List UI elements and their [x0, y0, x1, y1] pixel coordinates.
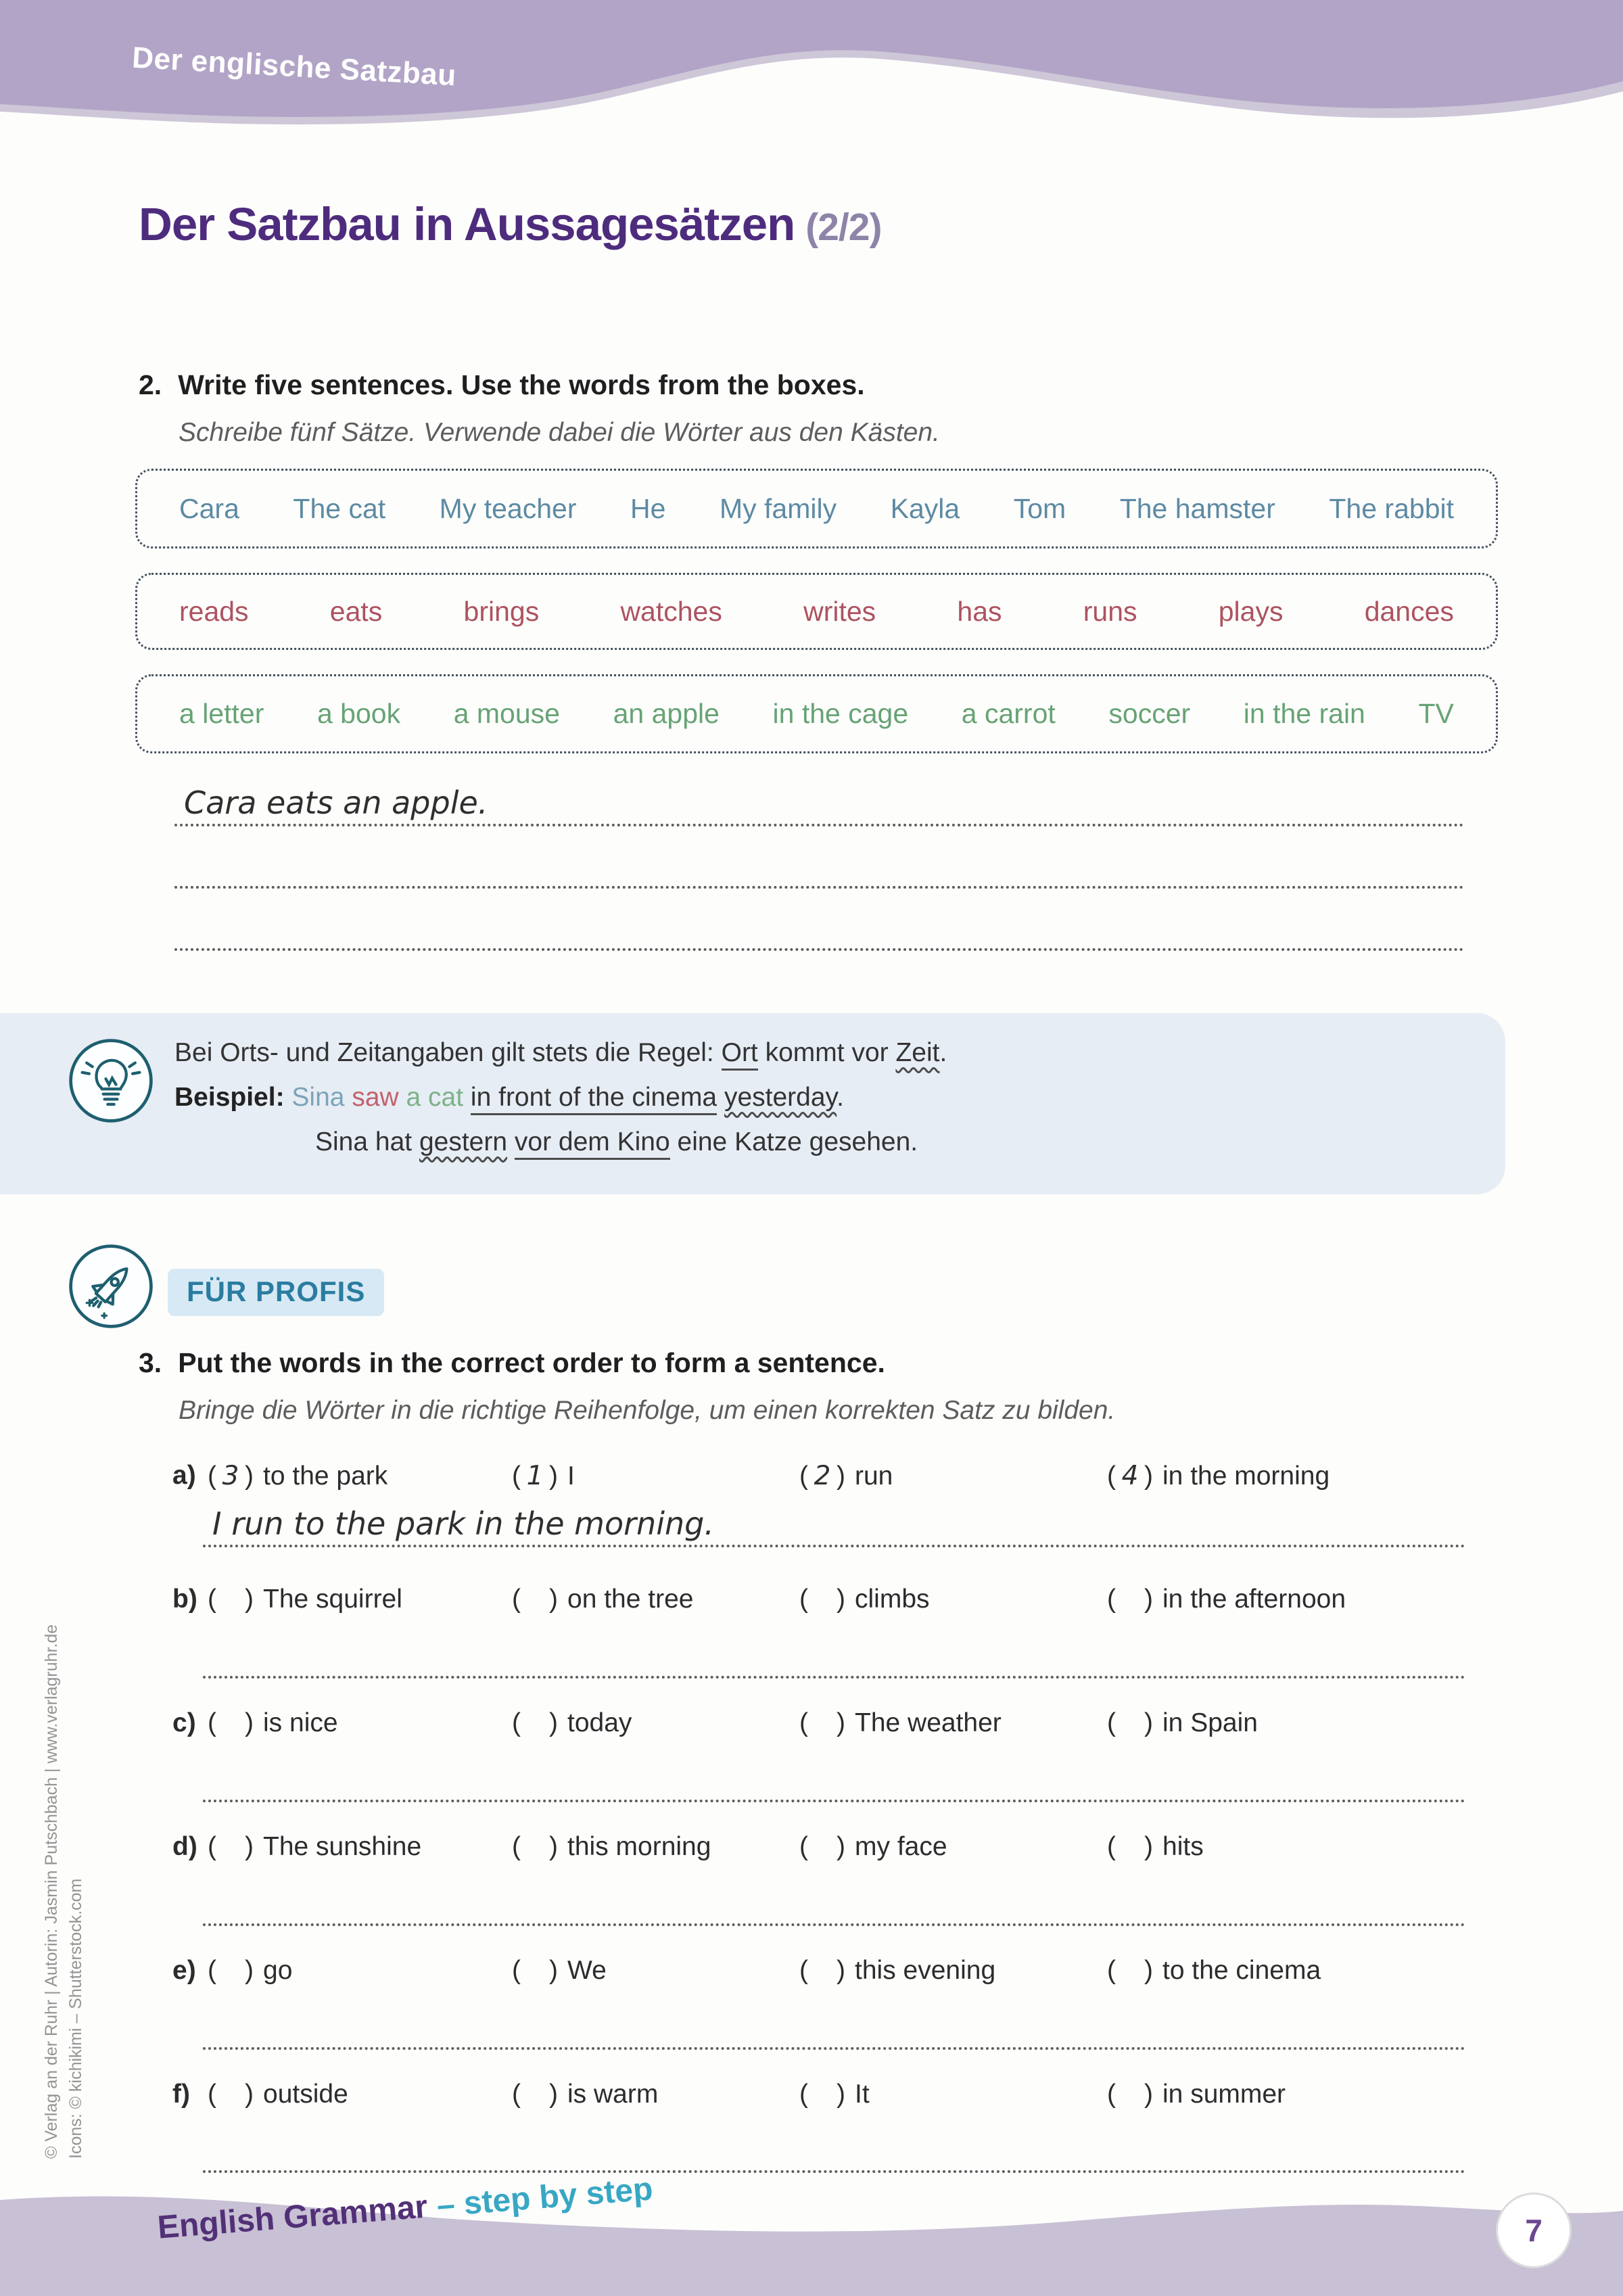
row-label: e): [172, 1956, 196, 1985]
word-chunk: in Spain: [1162, 1708, 1258, 1737]
order-number-slot[interactable]: [512, 1832, 558, 1862]
subject-word: He: [630, 492, 666, 524]
handwritten-answer: [174, 883, 184, 886]
object-colored-word: a cat: [406, 1083, 464, 1112]
subject-word: The hamster: [1119, 492, 1275, 524]
exercise3-answer-line-e[interactable]: [203, 2015, 1465, 2050]
exercise3-row-b: [172, 1585, 1498, 1614]
rocket-icon: [66, 1242, 156, 1331]
exercise3-row-e: [172, 1956, 1498, 1986]
tip-text: [174, 1031, 947, 1165]
order-number-slot[interactable]: [208, 2080, 254, 2109]
order-number-slot[interactable]: [799, 1832, 845, 1862]
copyright-line: © Verlag an der Ruhr | Autorin: Jasmin Putschbach | www.verlagruhr.de: [42, 1624, 61, 2159]
verb-word: runs: [1083, 595, 1137, 627]
handwritten-answer: [174, 945, 184, 948]
object-word: a book: [316, 698, 401, 729]
word-box-verbs: [135, 573, 1498, 650]
order-number-slot[interactable]: [799, 1956, 845, 1986]
order-number-slot[interactable]: [208, 1832, 254, 1862]
verb-word: reads: [179, 595, 249, 627]
page-number-badge: [1496, 2193, 1572, 2268]
word-chunk: my face: [855, 1832, 947, 1861]
page-title-main: Der Satzbau in Aussagesätzen: [139, 198, 795, 250]
word-box-subjects: [135, 469, 1498, 548]
verb-word: has: [957, 595, 1002, 627]
word-chunk: The squirrel: [263, 1585, 402, 1614]
word-chunk: climbs: [855, 1585, 930, 1614]
order-number-slot[interactable]: [799, 1585, 845, 1614]
example-label: Beispiel:: [174, 1083, 285, 1112]
object-word: a mouse: [453, 698, 560, 729]
lightbulb-icon: [66, 1036, 156, 1125]
underlined-phrase: in front of the cinema: [471, 1083, 717, 1115]
order-number-slot[interactable]: [1107, 1832, 1153, 1862]
copyright-sidebar: [39, 1624, 88, 2159]
order-number-slot[interactable]: [512, 1956, 558, 1986]
subject-colored-word: Sina: [291, 1083, 345, 1112]
exercise3-answer-line-f[interactable]: [203, 2138, 1465, 2173]
order-number-slot[interactable]: [799, 2080, 845, 2109]
word-chunk: is warm: [567, 2080, 659, 2109]
order-number-slot[interactable]: ( 2 ): [799, 1461, 845, 1491]
word-chunk: It: [855, 2080, 870, 2109]
page-title: [139, 197, 881, 251]
exercise3-answer-line-c[interactable]: [203, 1767, 1465, 1802]
series-brand-name: English Grammar: [156, 2188, 429, 2246]
word-chunk: to the park: [263, 1461, 388, 1491]
verb-word: brings: [463, 595, 540, 627]
page-number: 7: [1525, 2213, 1543, 2248]
wavy-underlined-word: gestern: [419, 1127, 508, 1156]
object-word: a carrot: [961, 698, 1056, 729]
word-chunk: in the morning: [1162, 1461, 1330, 1491]
handwritten-answer: [203, 2044, 212, 2047]
exercise3-row-c: [172, 1708, 1498, 1738]
row-label: b): [172, 1585, 197, 1614]
word-chunk: this morning: [567, 1832, 711, 1861]
row-label: f): [172, 2080, 190, 2109]
handwritten-answer: [203, 2168, 212, 2170]
handwritten-answer: I run to the park in the morning.: [212, 1505, 714, 1542]
order-number-slot[interactable]: [799, 1708, 845, 1738]
wavy-underlined-word: yesterday: [724, 1083, 837, 1112]
word-chunk: in summer: [1162, 2080, 1286, 2109]
row-label: c): [172, 1708, 196, 1737]
verb-word: eats: [329, 595, 383, 627]
exercise3-answer-line-d[interactable]: [203, 1891, 1465, 1926]
word-chunk: We: [567, 1956, 607, 1985]
series-brand-tagline: – step by step: [435, 2171, 655, 2224]
word-chunk: go: [263, 1956, 293, 1985]
order-number-slot[interactable]: [512, 1708, 558, 1738]
exercise2-heading: [139, 369, 865, 401]
order-number-slot[interactable]: ( 4 ): [1107, 1461, 1153, 1491]
object-word: an apple: [613, 698, 720, 729]
exercise2-answer-line-1[interactable]: [174, 775, 1464, 826]
exercise3-row-d: [172, 1832, 1498, 1862]
word-chunk: is nice: [263, 1708, 338, 1737]
word-chunk: in the afternoon: [1162, 1585, 1346, 1614]
order-number-slot[interactable]: [512, 2080, 558, 2109]
word-chunk: today: [567, 1708, 632, 1737]
verb-word: writes: [803, 595, 876, 627]
row-label: a): [172, 1461, 196, 1490]
verb-word: watches: [620, 595, 722, 627]
handwritten-answer: [203, 1921, 212, 1923]
word-chunk: on the tree: [567, 1585, 694, 1614]
tip-rule-line: Bei Orts- und Zeitangaben gilt stets die Regel: Ort kommt vor Zeit.: [174, 1031, 947, 1075]
exercise3-heading: [139, 1347, 885, 1379]
subject-word: The cat: [293, 492, 386, 524]
exercise3-instruction-de: Bringe die Wörter in die richtige Reihenfolge, um einen korrekten Satz zu bilden.: [179, 1396, 1116, 1425]
exercise3-answer-line-b[interactable]: [203, 1643, 1465, 1679]
chapter-band-label: Der englische Satzbau: [131, 41, 458, 93]
handwritten-answer: [203, 1673, 212, 1676]
exercise3-row-f: [172, 2080, 1498, 2109]
underlined-phrase: vor dem Kino: [515, 1127, 670, 1160]
order-number-slot[interactable]: ( 3 ): [208, 1461, 254, 1491]
order-number-slot[interactable]: [1107, 1585, 1153, 1614]
subject-word: My family: [719, 492, 837, 524]
word-chunk: The weather: [855, 1708, 1002, 1737]
exercise2-instruction-en: Write five sentences. Use the words from the boxes.: [178, 369, 865, 400]
object-word: in the rain: [1243, 698, 1365, 729]
handwritten-answer: Cara eats an apple.: [184, 784, 488, 821]
exercise3-answer-line-a[interactable]: [203, 1496, 1465, 1547]
exercise2-number: 2.: [139, 369, 162, 400]
object-word: TV: [1418, 698, 1454, 729]
exercise2-answer-line-2[interactable]: [174, 853, 1464, 889]
order-number-slot[interactable]: [208, 1956, 254, 1986]
subject-word: Kayla: [890, 492, 960, 524]
object-word: soccer: [1108, 698, 1191, 729]
order-number-slot[interactable]: [208, 1708, 254, 1738]
verb-word: dances: [1364, 595, 1454, 627]
exercise3-row-a: [172, 1461, 1498, 1491]
word-chunk: this evening: [855, 1956, 996, 1985]
word-chunk: The sunshine: [263, 1832, 422, 1861]
handwritten-answer: [203, 1797, 212, 1800]
wavy-underlined-word: Zeit: [895, 1038, 940, 1067]
object-word: in the cage: [772, 698, 909, 729]
tip-example-line-de: Sina hat gestern vor dem Kino eine Katze gesehen.: [174, 1120, 947, 1165]
word-chunk: I: [567, 1461, 575, 1491]
exercise3-instruction-en: Put the words in the correct order to form a sentence.: [178, 1347, 885, 1378]
exercise2-answer-line-3[interactable]: [174, 916, 1464, 951]
word-chunk: run: [855, 1461, 893, 1491]
word-chunk: hits: [1162, 1832, 1204, 1861]
exercise3-number: 3.: [139, 1347, 162, 1378]
order-number-slot[interactable]: [1107, 1708, 1153, 1738]
subject-word: Tom: [1013, 492, 1066, 524]
word-chunk: outside: [263, 2080, 348, 2109]
order-number-slot[interactable]: [1107, 2080, 1153, 2109]
fuer-profis-badge: FÜR PROFIS: [168, 1269, 384, 1316]
underlined-word: Ort: [722, 1038, 758, 1071]
subject-word: The rabbit: [1329, 492, 1454, 524]
row-label: d): [172, 1832, 197, 1861]
order-number-slot[interactable]: ( 1 ): [512, 1461, 558, 1491]
order-number-slot[interactable]: [512, 1585, 558, 1614]
verb-word: plays: [1218, 595, 1284, 627]
tip-example-line-en: Beispiel: Sina saw a cat in front of the cinema yesterday.: [174, 1075, 947, 1120]
word-box-objects: [135, 674, 1498, 753]
icons-credit-line: Icons: © kichikimi – Shutterstock.com: [66, 1878, 85, 2159]
subject-word: Cara: [179, 492, 239, 524]
verb-colored-word: saw: [352, 1083, 399, 1112]
object-word: a letter: [179, 698, 264, 729]
subject-word: My teacher: [439, 492, 577, 524]
word-chunk: to the cinema: [1162, 1956, 1321, 1985]
exercise2-instruction-de: Schreibe fünf Sätze. Verwende dabei die Wörter aus den Kästen.: [179, 418, 940, 447]
page-title-part-indicator: (2/2): [805, 206, 882, 249]
order-number-slot[interactable]: [208, 1585, 254, 1614]
order-number-slot[interactable]: [1107, 1956, 1153, 1986]
